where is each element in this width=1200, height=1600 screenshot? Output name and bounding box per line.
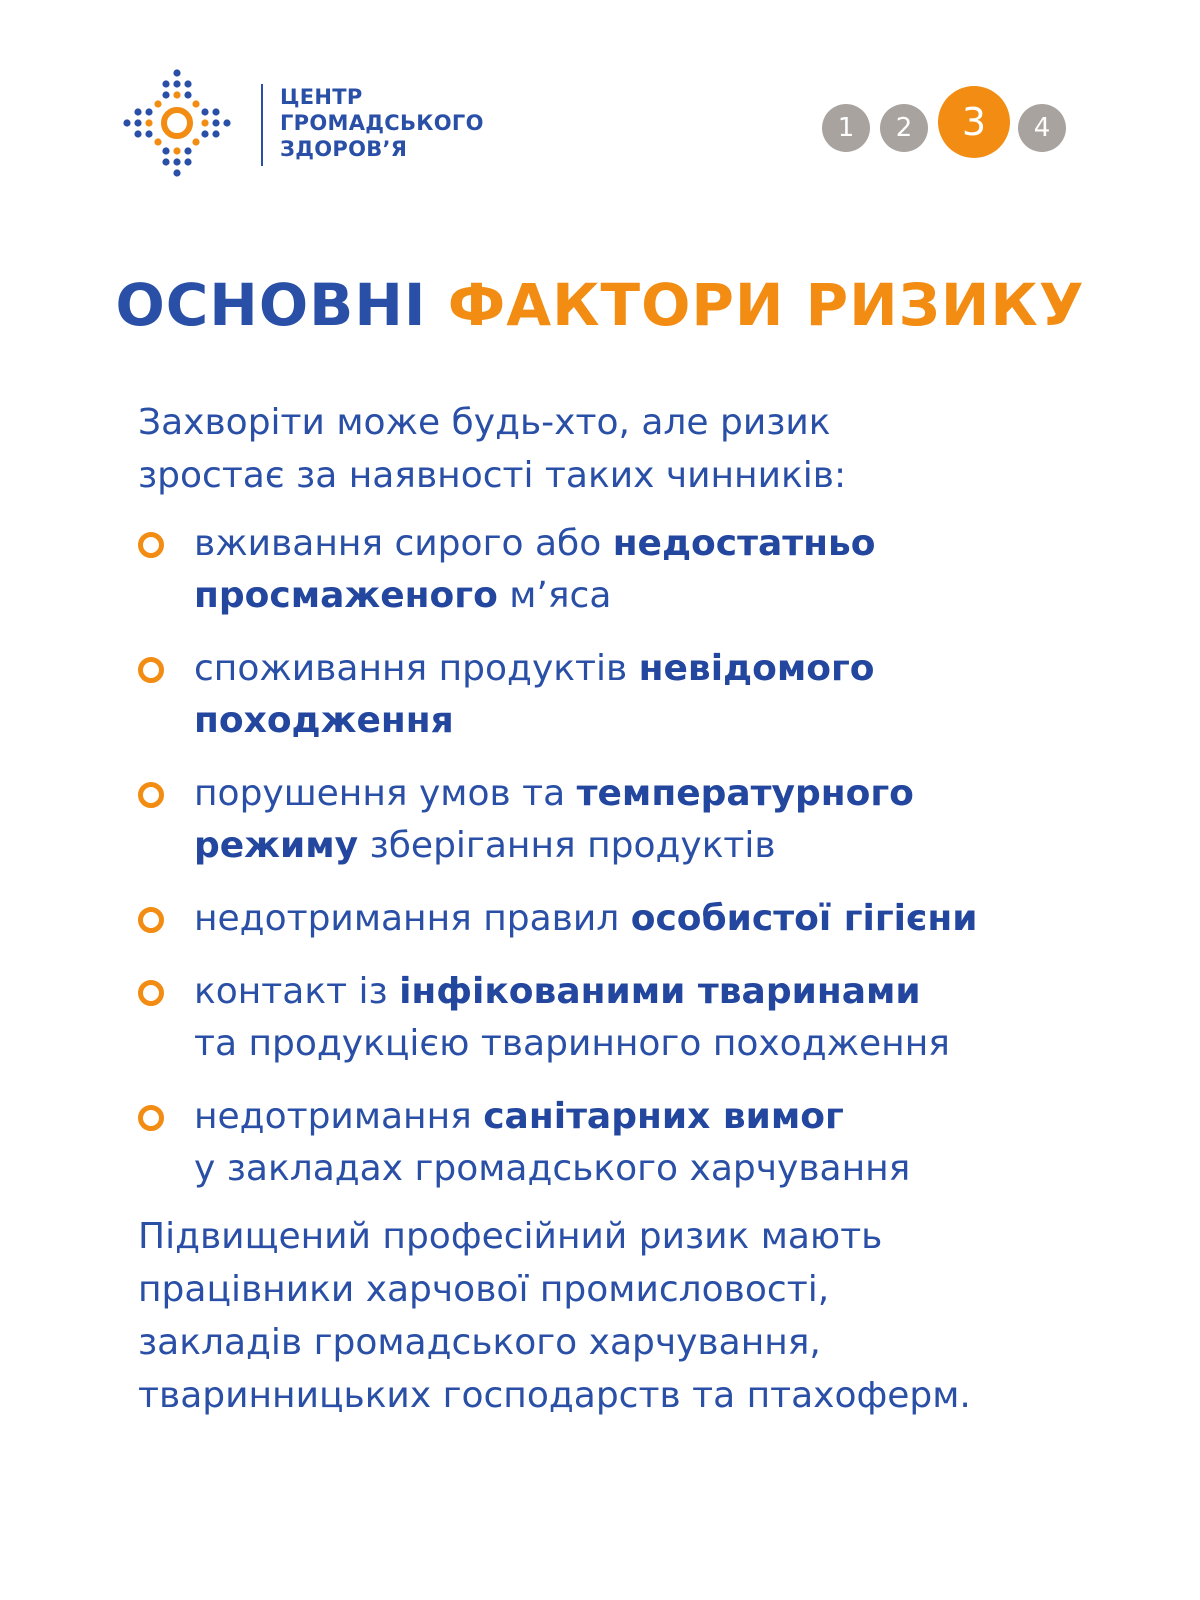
factor-text: порушення умов та [194,773,577,814]
title-part-2: ФАКТОРИ РИЗИКУ [447,271,1085,339]
factor-emphasis: особистої гігієни [630,898,978,939]
list-item [138,966,1138,1070]
factor-text: контакт із [194,971,400,1012]
page-dot-4: 4 [1018,104,1066,152]
bullet-ring-icon [138,980,164,1006]
intro-text [138,396,1098,502]
factor-text: недотримання [194,1096,484,1137]
factor-text: споживання продуктів [194,648,639,689]
logo-line-2: ГРОМАДСЬКОГО [280,111,484,135]
factor-text: у закладах громадського харчування [194,1148,911,1189]
page-dot-1: 1 [822,104,870,152]
factor-text: зберігання продуктів [358,825,776,866]
factor-emphasis: просмаженого [194,575,498,616]
factor-text: та продукцією тваринного походження [194,1023,950,1064]
page-indicator [822,80,1082,160]
page-dot-3-current: 3 [938,86,1010,158]
logo-line-3: ЗДОРОВ’Я [280,137,408,161]
factor-emphasis: невідомого [638,648,875,689]
list-item [138,518,1138,622]
list-item [138,643,1138,747]
logo-text [280,84,484,162]
logo-line-1: ЦЕНТР [280,85,363,109]
factor-emphasis: режиму [194,825,359,866]
bullet-ring-icon [138,532,164,558]
intro-line-1: Захворіти може будь-хто, але ризик [138,402,831,443]
public-health-center-logo-icon [122,68,232,178]
footer-line-4: тваринницьких господарств та птахоферм. [138,1375,971,1416]
bullet-ring-icon [138,907,164,933]
list-item [138,768,1138,872]
factor-text: вживання сирого або [194,523,613,564]
footer-line-3: закладів громадського харчування, [138,1322,821,1363]
page-title [0,270,1200,340]
factor-emphasis: інфікованими тваринами [399,971,921,1012]
factor-emphasis: походження [194,700,454,741]
page-dot-2: 2 [880,104,928,152]
header [0,0,1200,200]
bullet-ring-icon [138,1105,164,1131]
factor-text: недотримання правил [194,898,631,939]
factor-emphasis: температурного [576,773,914,814]
risk-factor-list [138,518,1138,1216]
logo-divider [261,84,263,166]
footer-line-2: працівники харчової промисловості, [138,1269,830,1310]
list-item [138,1091,1138,1195]
bullet-ring-icon [138,657,164,683]
factor-text: м’яса [497,575,612,616]
footer-line-1: Підвищений професійний ризик мають [138,1216,883,1257]
factor-emphasis: санітарних вимог [483,1096,844,1137]
occupational-risk-note [138,1210,1138,1422]
bullet-ring-icon [138,782,164,808]
factor-emphasis: недостатньо [612,523,876,564]
list-item [138,893,1138,945]
intro-line-2: зростає за наявності таких чинників: [138,455,847,496]
title-part-1: ОСНОВНІ [115,271,427,339]
